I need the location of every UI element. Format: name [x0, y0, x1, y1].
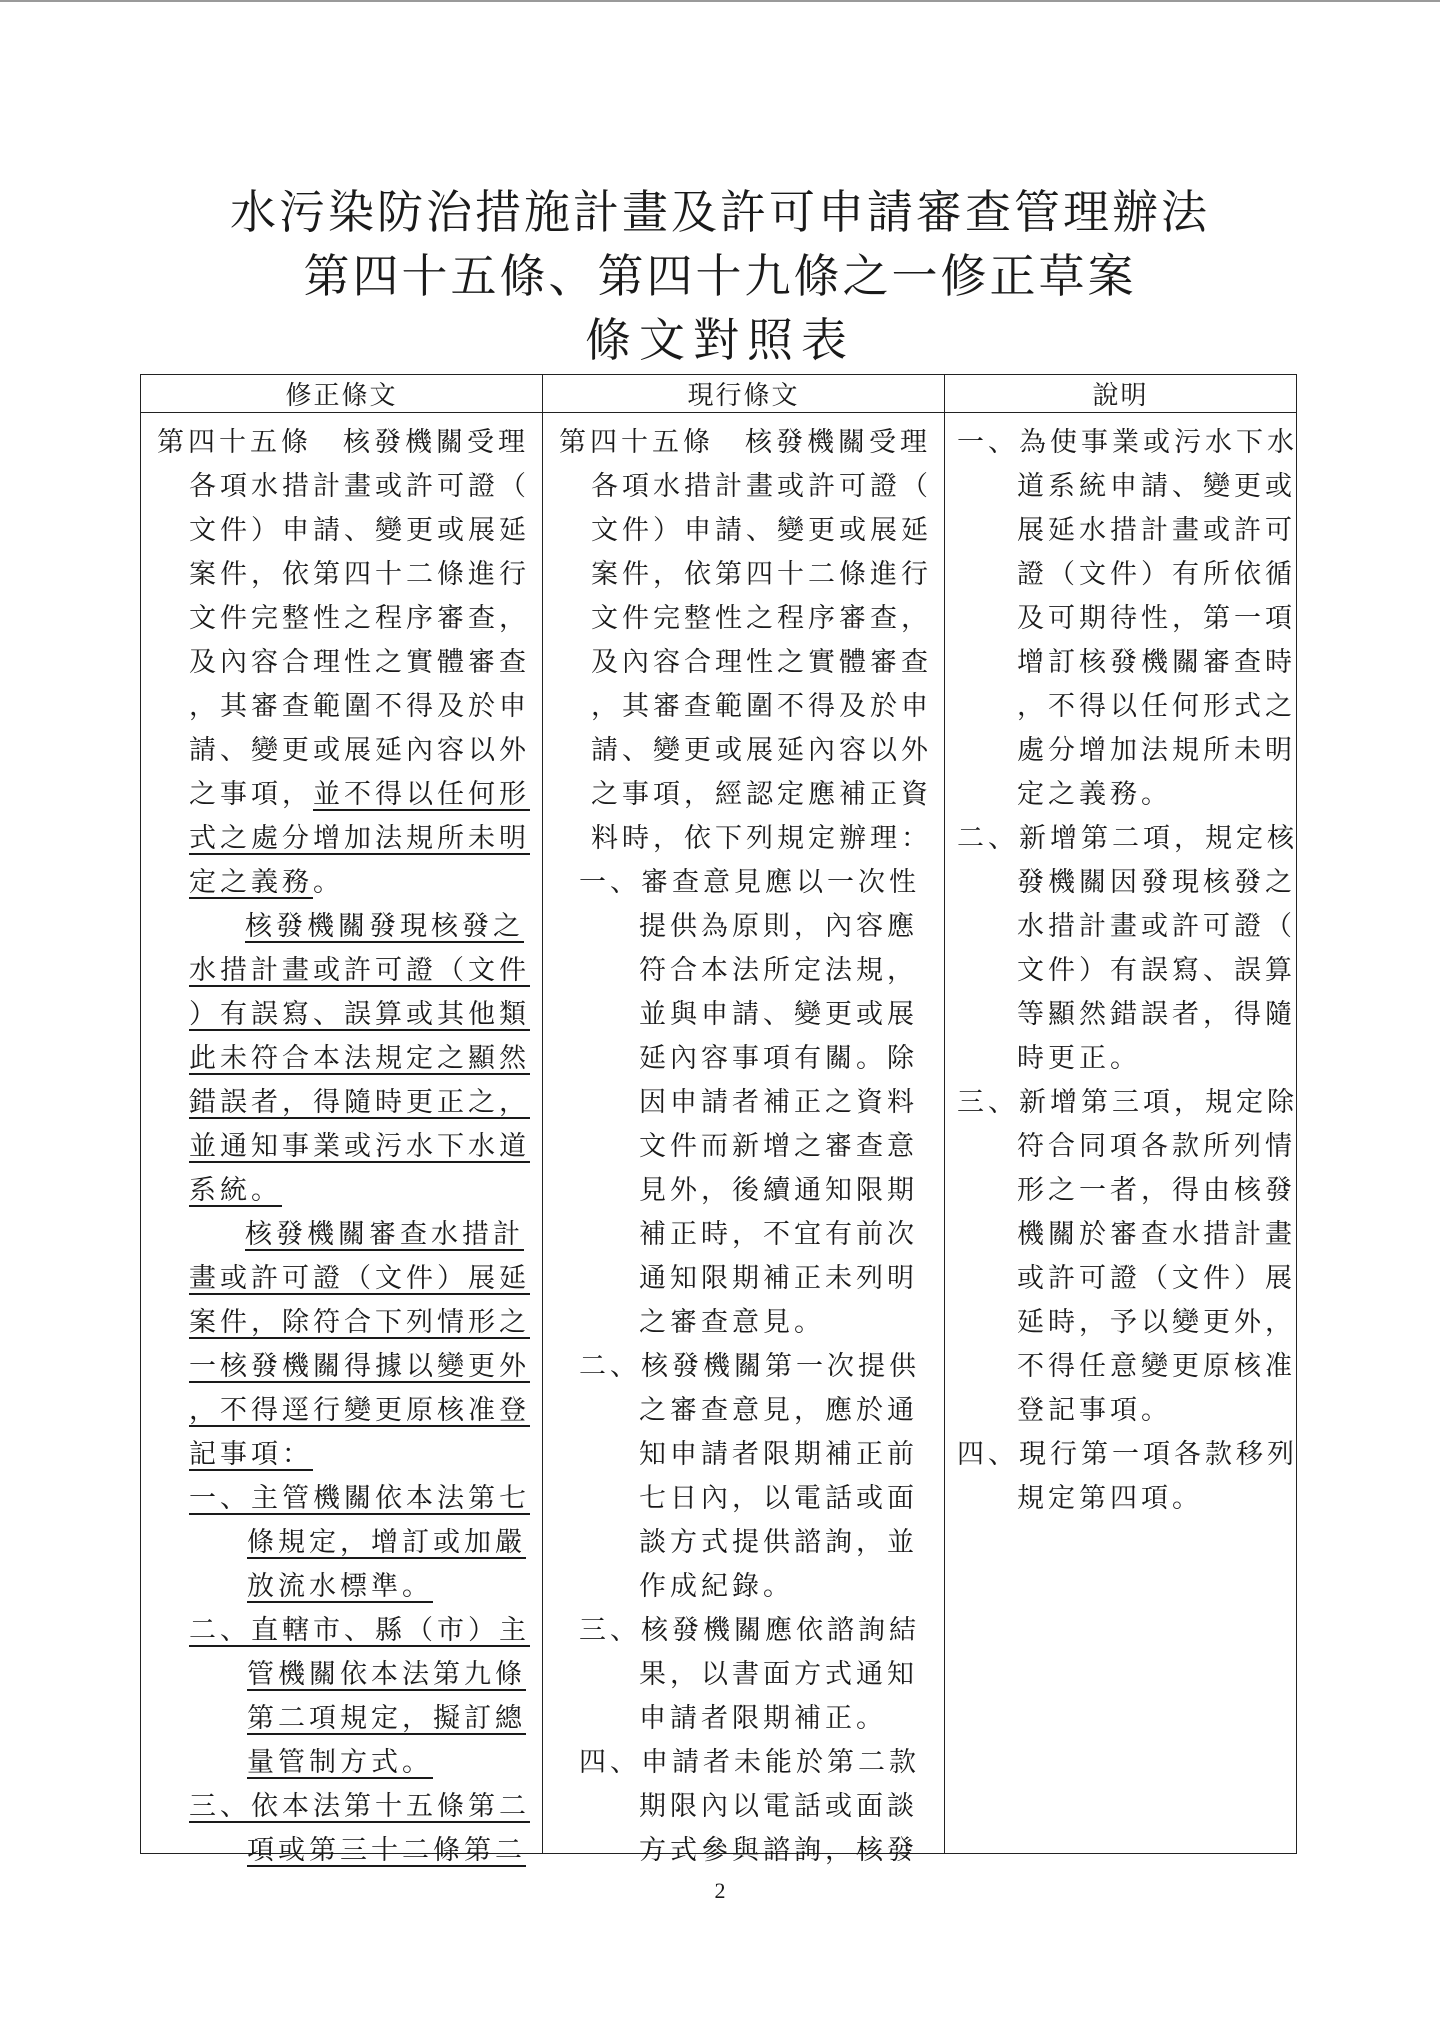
amended-column [141, 413, 543, 1866]
explanation-line: 延時，予以變更外， [1017, 1307, 1296, 1338]
current-item-cont: 通知限期補正未列明 [639, 1263, 918, 1294]
current-item-cont: 期限內以電話或面談 [639, 1791, 918, 1822]
amended-item-cont: 管機關依本法第九條 [247, 1659, 526, 1690]
amended-line-underlined: ）有誤寫、誤算或其他類 [189, 999, 530, 1030]
explanation-line: 水措計畫或許可證（ [1017, 911, 1296, 942]
amended-line-underlined: 案件，除符合下列情形之 [189, 1307, 530, 1338]
current-item-cont: 補正時，不宜有前次 [639, 1219, 918, 1250]
explanation-line: 規定第四項。 [1017, 1483, 1203, 1514]
amended-item: 一、主管機關依本法第七 [189, 1483, 530, 1514]
current-item-cont: 方式參與諮詢，核發 [639, 1835, 918, 1866]
current-column [543, 413, 945, 1866]
explanation-line: 不得任意變更原核准 [1017, 1351, 1296, 1382]
explanation-line: 定之義務。 [1017, 779, 1172, 810]
amended-item-cont: 第二項規定，擬訂總 [247, 1703, 526, 1734]
amended-paragraph-start: 核發機關審查水措計 [245, 1219, 524, 1250]
title-line-3: 條文對照表 [585, 313, 855, 367]
scan-top-edge [0, 0, 1440, 2]
amended-item: 三、依本法第十五條第二 [189, 1791, 530, 1822]
amended-line-underlined: 畫或許可證（文件）展延 [189, 1263, 530, 1294]
amended-line: 案件，依第四十二條進行 [189, 559, 530, 590]
current-line: ，其審查範圍不得及於申 [591, 691, 932, 722]
amended-line-underlined: ，不得逕行變更原核准登 [189, 1395, 530, 1426]
amended-line-underlined: 水措計畫或許可證（文件 [189, 955, 530, 986]
explanation-line: ，不得以任何形式之 [1017, 691, 1296, 722]
amended-line-underlined: 一核發機關得據以變更外 [189, 1351, 530, 1382]
amended-line-underlined: 錯誤者，得隨時更正之， [189, 1087, 530, 1118]
amended-line-underlined: 式之處分增加法規所未明 [189, 823, 530, 854]
title-line-1: 水污染防治措施計畫及許可申請審查管理辦法 [230, 185, 1210, 239]
explanation-line: 處分增加法規所未明 [1017, 735, 1296, 766]
current-line: 文件完整性之程序審查， [591, 603, 932, 634]
explanation-column [945, 413, 1297, 1854]
explanation-line: 發機關因發現核發之 [1017, 867, 1296, 898]
amended-line-underlined: 此未符合本法規定之顯然 [189, 1043, 530, 1074]
current-item-cont: 延內容事項有關。除 [639, 1043, 918, 1074]
amended-text-plain: 之事項， [189, 779, 313, 810]
current-item-cont: 符合本法所定法規， [639, 955, 918, 986]
current-item: 三、核發機關應依諮詢結 [579, 1615, 920, 1646]
comparison-table [140, 374, 1298, 1866]
amended-line: 文件）申請、變更或展延 [189, 515, 530, 546]
explanation-line: 及可期待性，第一項 [1017, 603, 1296, 634]
table-header-row [141, 375, 1297, 413]
explanation-line: 證（文件）有所依循 [1017, 559, 1296, 590]
current-item-cont: 果，以書面方式通知 [639, 1659, 918, 1690]
current-item-cont: 之審查意見。 [639, 1307, 825, 1338]
header-amended: 修正條文 [141, 375, 543, 413]
explanation-line: 文件）有誤寫、誤算 [1017, 955, 1296, 986]
current-item: 四、申請者未能於第二款 [579, 1747, 920, 1778]
amended-line: 第四十五條 核發機關受理 [157, 427, 529, 458]
current-line: 各項水措計畫或許可證（ [591, 471, 932, 502]
amended-item-cont: 量管制方式。 [247, 1747, 433, 1778]
title-line-2: 第四十五條、第四十九條之一修正草案 [303, 249, 1137, 303]
current-line: 請、變更或展延內容以外 [591, 735, 932, 766]
current-line: 案件，依第四十二條進行 [591, 559, 932, 590]
table-body-row [141, 413, 1297, 1854]
page-number: 2 [714, 1878, 726, 1903]
explanation-line: 形之一者，得由核發 [1017, 1175, 1296, 1206]
explanation-line: 符合同項各款所列情 [1017, 1131, 1296, 1162]
amended-line-underlined: 系統。 [189, 1175, 282, 1206]
explanation-item: 二、新增第二項，規定核 [957, 823, 1298, 854]
explanation-line: 登記事項。 [1017, 1395, 1172, 1426]
amended-item-cont: 放流水標準。 [247, 1571, 433, 1602]
current-line: 料時，依下列規定辦理： [591, 823, 932, 854]
amended-line: 各項水措計畫或許可證（ [189, 471, 530, 502]
explanation-line: 時更正。 [1017, 1043, 1141, 1074]
current-item-cont: 提供為原則，內容應 [639, 911, 918, 942]
current-line: 及內容合理性之實體審查 [591, 647, 932, 678]
explanation-item: 三、新增第三項，規定除 [957, 1087, 1298, 1118]
explanation-item: 四、現行第一項各款移列 [957, 1439, 1298, 1470]
current-item-cont: 作成紀錄。 [639, 1571, 794, 1602]
amended-item-cont: 條規定，增訂或加嚴 [247, 1527, 526, 1558]
current-line: 之事項，經認定應補正資 [591, 779, 932, 810]
explanation-item: 一、為使事業或污水下水 [957, 427, 1298, 458]
current-item-cont: 七日內，以電話或面 [639, 1483, 918, 1514]
amended-line: 文件完整性之程序審查， [189, 603, 530, 634]
explanation-line: 展延水措計畫或許可 [1017, 515, 1296, 546]
header-explanation: 說明 [945, 375, 1297, 413]
header-current: 現行條文 [543, 375, 945, 413]
explanation-line: 機關於審查水措計畫 [1017, 1219, 1296, 1250]
current-item-cont: 談方式提供諮詢，並 [639, 1527, 918, 1558]
amended-line [189, 861, 344, 905]
current-item-cont: 並與申請、變更或展 [639, 999, 918, 1030]
amended-text-underlined: 並不得以任何形 [313, 779, 530, 810]
current-item: 二、核發機關第一次提供 [579, 1351, 920, 1382]
current-line: 第四十五條 核發機關受理 [559, 427, 931, 458]
current-item-cont: 見外，後續通知限期 [639, 1175, 918, 1206]
document-title [0, 180, 1440, 372]
explanation-line: 道系統申請、變更或 [1017, 471, 1296, 502]
amended-text-plain: 。 [313, 867, 344, 898]
amended-text-underlined: 定之義務 [189, 867, 313, 898]
current-line: 文件）申請、變更或展延 [591, 515, 932, 546]
amended-item: 二、直轄市、縣（市）主 [189, 1615, 530, 1646]
amended-line: 及內容合理性之實體審查 [189, 647, 530, 678]
current-item-cont: 知申請者限期補正前 [639, 1439, 918, 1470]
amended-item-cont: 項或第三十二條第二 [247, 1835, 526, 1866]
current-item-cont: 申請者限期補正。 [639, 1703, 887, 1734]
amended-paragraph-start: 核發機關發現核發之 [245, 911, 524, 942]
current-item: 一、審查意見應以一次性 [579, 867, 920, 898]
amended-line: ，其審查範圍不得及於申 [189, 691, 530, 722]
current-item-cont: 文件而新增之審查意 [639, 1131, 918, 1162]
amended-line: 請、變更或展延內容以外 [189, 735, 530, 766]
current-item-cont: 因申請者補正之資料 [639, 1087, 918, 1118]
amended-line [189, 773, 530, 817]
amended-line-underlined: 並通知事業或污水下水道 [189, 1131, 530, 1162]
current-item-cont: 之審查意見，應於通 [639, 1395, 918, 1426]
explanation-line: 等顯然錯誤者，得隨 [1017, 999, 1296, 1030]
amended-line-underlined: 記事項： [189, 1439, 313, 1470]
explanation-line: 增訂核發機關審查時 [1017, 647, 1296, 678]
explanation-line: 或許可證（文件）展 [1017, 1263, 1296, 1294]
